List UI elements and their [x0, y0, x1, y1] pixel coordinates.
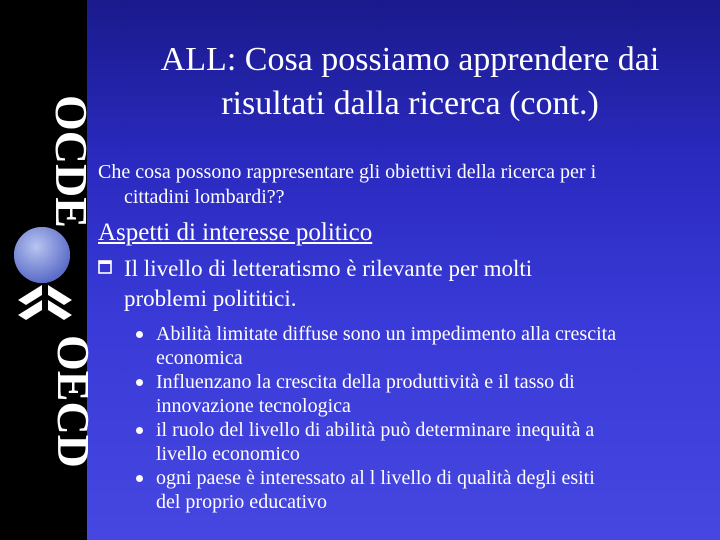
- intro-paragraph: [98, 160, 713, 210]
- bullet-dot-icon: [136, 379, 143, 386]
- intro-line-2: cittadini lombardi??: [124, 186, 285, 208]
- section-heading: Aspetti di interesse politico: [98, 219, 373, 246]
- logo-ocde-text: OCDE: [46, 95, 97, 228]
- logo-sidebar: [0, 0, 99, 540]
- logo-circle-shade: [14, 227, 70, 283]
- bullet-dot-icon: [136, 475, 143, 482]
- slide-title: [100, 38, 720, 126]
- list-item-line-1: il ruolo del livello di abilità può determinare inequità a: [156, 419, 595, 441]
- title-line-2: risultati dalla ricerca (cont.): [221, 85, 599, 122]
- subpoint-line-1: Il livello di letteratismo è rilevante per molti: [124, 256, 533, 281]
- bullet-dot-icon: [136, 331, 143, 338]
- bullet-dot-icon: [136, 427, 143, 434]
- subpoint-line-2: problemi polititici.: [124, 286, 297, 311]
- list-item-line-1: Influenzano la crescita della produttività e il tasso di: [156, 371, 575, 393]
- list-item-line-2: economica: [156, 347, 243, 369]
- list-item-line-2: innovazione tecnologica: [156, 395, 351, 417]
- logo-chevron-icon: [18, 285, 72, 320]
- bullet-list: [136, 322, 716, 514]
- list-item: [136, 370, 716, 418]
- intro-line-1: Che cosa possono rappresentare gli obiettivi della ricerca per i: [98, 161, 597, 183]
- list-item-line-1: ogni paese è interessato al l livello di qualità degli esiti: [156, 467, 595, 489]
- list-item: [136, 466, 716, 514]
- list-item-line-1: Abilità limitate diffuse sono un impedimento alla crescita: [156, 323, 617, 345]
- title-line-1: ALL: Cosa possiamo apprendere dai: [160, 41, 660, 78]
- subpoint: [98, 254, 713, 314]
- logo-oecd-text: OECD: [48, 335, 99, 468]
- list-item: [136, 418, 716, 466]
- list-item-line-2: livello economico: [156, 443, 300, 465]
- hollow-square-bullet-icon: [98, 260, 112, 274]
- list-item-line-2: del proprio educativo: [156, 491, 328, 513]
- list-item: [136, 322, 716, 370]
- oecd-logo: [0, 0, 99, 540]
